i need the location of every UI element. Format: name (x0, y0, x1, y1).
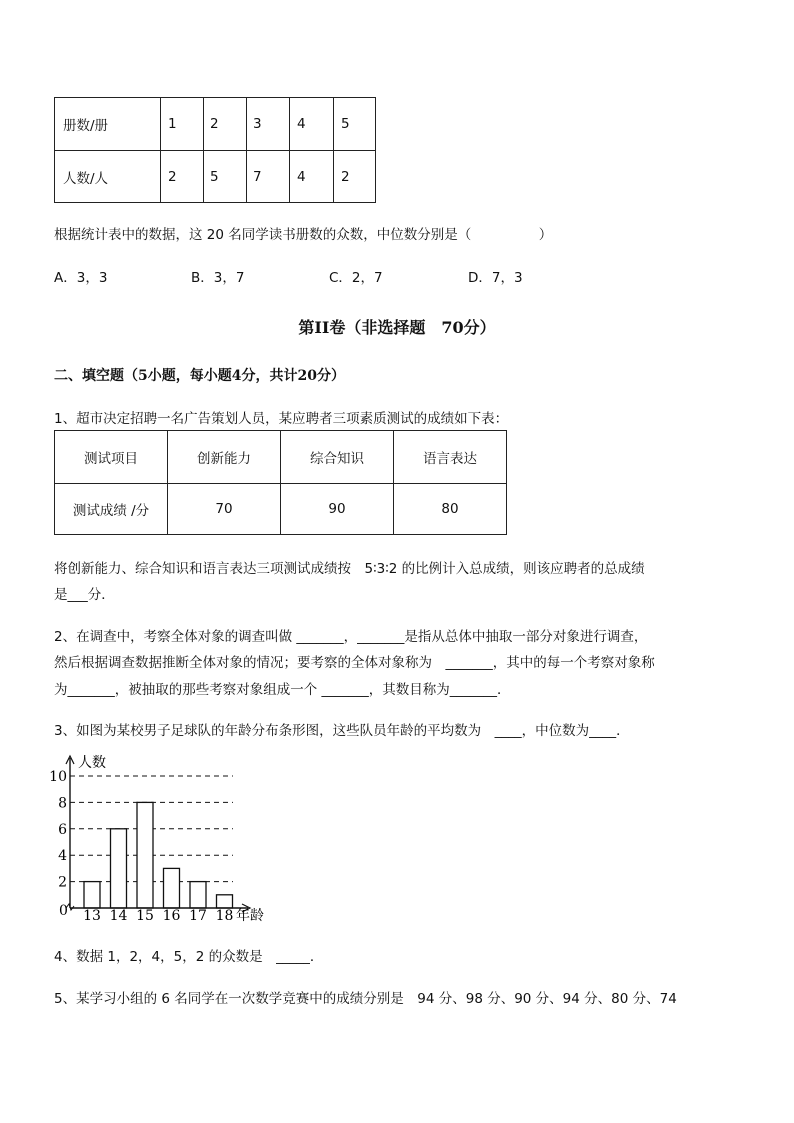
table-cell: 1 (161, 98, 204, 151)
part-heading: 二、填空题（5小题，每小题4分，共计20分） (54, 368, 345, 384)
x-tick-label: 13 (83, 908, 101, 923)
row-header: 册数/册 (55, 98, 161, 151)
y-tick-label: 4 (58, 848, 67, 865)
table-cell: 2 (334, 151, 376, 203)
q4-stem: 4、数据 1，2，4，5，2 的众数是 _____． (54, 949, 324, 965)
x-tick-label: 15 (136, 908, 154, 923)
table-cell: 5 (204, 151, 247, 203)
x-tick-label: 14 (109, 908, 128, 923)
table-cell: 3 (247, 98, 290, 151)
option-c: C．2，7 (329, 270, 383, 286)
y-axis-label: 人数 (78, 755, 106, 771)
x-tick-label: 17 (189, 908, 207, 923)
table-cell: 2 (204, 98, 247, 151)
y-tick-label: 6 (58, 821, 67, 838)
table-header: 创新能力 (168, 431, 281, 484)
q2-line: 然后根据调查数据推断全体对象的情况；要考察的全体对象称为 _______，其中的每一个考察对象称 (54, 655, 655, 671)
option-b: B．3，7 (191, 270, 245, 286)
q1-line: 将创新能力、综合知识和语言表达三项测试成绩按 5∶3∶2 的比例计入总成绩，则该应聘者的总成绩 (54, 561, 645, 577)
x-axis-label: 年龄 (236, 908, 264, 923)
book-count-table (54, 97, 376, 203)
table-cell: 4 (290, 98, 334, 151)
y-tick-label: 2 (58, 874, 67, 891)
score-table (54, 430, 507, 535)
q1-line: 是___分． (54, 587, 115, 603)
table-header: 测试项目 (55, 431, 168, 484)
q3-stem: 3、如图为某校男子足球队的年龄分布条形图，这些队员年龄的平均数为 ____，中位数为____． (54, 723, 630, 739)
age-bar-chart (48, 748, 288, 923)
option-a: A．3，3 (54, 270, 108, 286)
q2-line: 2、在调查中，考察全体对象的调查叫做 _______，_______是指从总体中抽取一部分对象进行调查， (54, 629, 648, 645)
row-header: 人数/人 (55, 151, 161, 203)
x-tick-label: 16 (162, 908, 181, 923)
origin-label: 0 (59, 903, 68, 919)
table-row (55, 98, 376, 151)
q2-line: 为_______，被抽取的那些考察对象组成一个 _______，其数目称为_______． (54, 682, 511, 698)
table-cell: 7 (247, 151, 290, 203)
table-row (55, 484, 507, 535)
table-cell: 80 (394, 484, 507, 535)
table-cell: 4 (290, 151, 334, 203)
y-tick-label: 8 (58, 795, 67, 812)
bar (137, 802, 153, 908)
bar (190, 882, 206, 908)
section-title: 第II卷（非选择题 70分） (298, 318, 496, 337)
table-header: 语言表达 (394, 431, 507, 484)
option-d: D．7，3 (468, 270, 523, 286)
table-row (55, 431, 507, 484)
table-cell: 5 (334, 98, 376, 151)
y-tick-label: 10 (49, 769, 67, 785)
table-cell: 2 (161, 151, 204, 203)
table-header: 综合知识 (281, 431, 394, 484)
row-header: 测试成绩 /分 (55, 484, 168, 535)
table-row (55, 151, 376, 203)
bar (164, 868, 180, 908)
bar (84, 882, 100, 908)
bar (111, 829, 127, 908)
table-cell: 70 (168, 484, 281, 535)
x-tick-label: 18 (215, 908, 234, 923)
q5-stem: 5、某学习小组的 6 名同学在一次数学竞赛中的成绩分别是 94 分、98 分、90 分、94 分、80 分、74 (54, 991, 677, 1007)
table-cell: 90 (281, 484, 394, 535)
question-stem: 根据统计表中的数据，这 20 名同学读书册数的众数，中位数分别是（ ） (54, 227, 553, 243)
bar (217, 895, 233, 908)
q1-stem: 1、超市决定招聘一名广告策划人员，某应聘者三项素质测试的成绩如下表： (54, 411, 509, 427)
